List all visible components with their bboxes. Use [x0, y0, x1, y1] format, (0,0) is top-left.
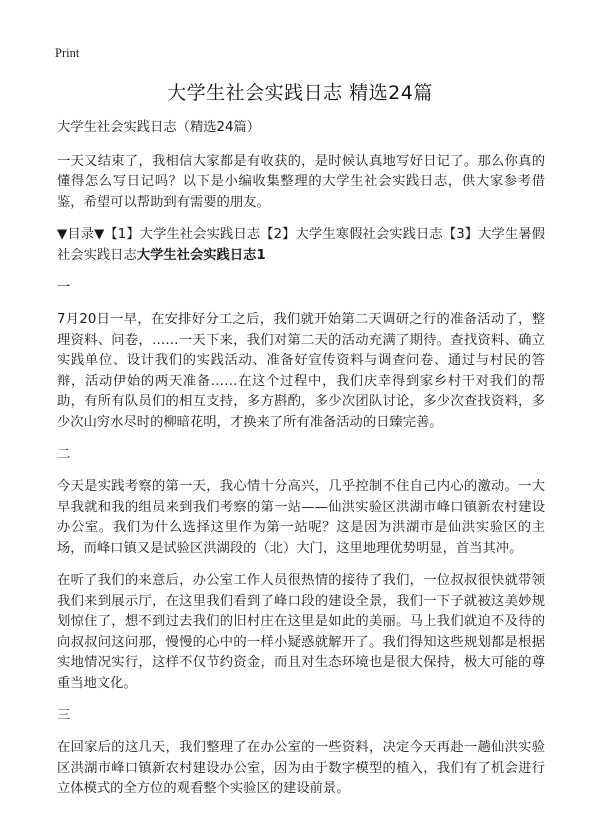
document-subtitle: 大学生社会实践日志（精选24篇）	[57, 120, 261, 135]
section-2-paragraph-1: 今天是实践考察的第一天，我心情十分高兴，几乎控制不住自己内心的激动。一大早我就和我的组员来到我们考察的第一站——仙洪实验区洪湖市峰口镇新农村建设办公室。我们为什么选择这里作为第一站呢？这是因为洪湖市是仙洪实验区的主场，而峰口镇又是试验区洪湖段的（北）大门，这里地理优势明显，首当其冲。	[57, 479, 545, 556]
section-marker-2: 二	[57, 447, 71, 462]
toc-current-section: 大学生社会实践日志1	[136, 247, 266, 263]
document-body	[57, 118, 545, 812]
section-1-paragraph: 7月20日一早，在安排好分工之后，我们就开始第二天调研之行的准备活动了，整理资料、问卷，……一天下来，我们对第二天的活动充满了期待。查找资料、确立实践单位、设计我们的实践活动、准备好宣传资料与调查问卷、通过与村民的答辩，活动伊始的两天准备……在这个过程中，我们庆幸得到家乡村干对我们的帮助，有所有队员们的相互支持，多方斟酌，多少次团队讨论，多少次查找资料，多少次山穷水尽时的柳暗花明，才换来了所有准备活动的日臻完善。	[57, 312, 545, 430]
section-marker-1: 一	[57, 280, 71, 295]
section-marker-3: 三	[57, 708, 71, 723]
page-title: 大学生社会实践日志 精选24篇	[167, 82, 433, 104]
intro-paragraph: 一天又结束了，我相信大家都是有收获的，是时候认真地写好日记了。那么你真的懂得怎么写日记吗？以下是小编收集整理的大学生社会实践日志，供大家参考借鉴，希望可以帮助到有需要的朋友。	[57, 153, 545, 210]
section-2-paragraph-2: 在听了我们的来意后，办公室工作人员很热情的接待了我们，一位叔叔很快就带领我们来到展示厅，在这里我们看到了峰口段的建设全景，我们一下子就被这美妙规划惊住了，想不到过去我们的旧村庄在这里是如此的美丽。马上我们就迫不及待的向叔叔问这问那，慢慢的心中的一样小疑惑就解开了。我们得知这些规划都是根据实地情况实行，这样不仅节约资金，而且对生态环境也是很大保持，极大可能的尊重当地文化。	[57, 573, 545, 691]
table-of-contents	[57, 225, 545, 266]
toc-links[interactable]: ▼目录▼【1】大学生社会实践日志【2】大学生寒假社会实践日志【3】大学生暑假社会实践日志	[57, 227, 545, 263]
print-label: Print	[55, 46, 80, 60]
section-3-paragraph: 在回家后的这几天，我们整理了在办公室的一些资料，决定今天再赴一趟仙洪实验区洪湖市峰口镇新农村建设办公室，因为由于数字模型的植入，我们有了机会进行立体模式的全方位的观看整个实验区的建设前景。	[57, 740, 545, 796]
